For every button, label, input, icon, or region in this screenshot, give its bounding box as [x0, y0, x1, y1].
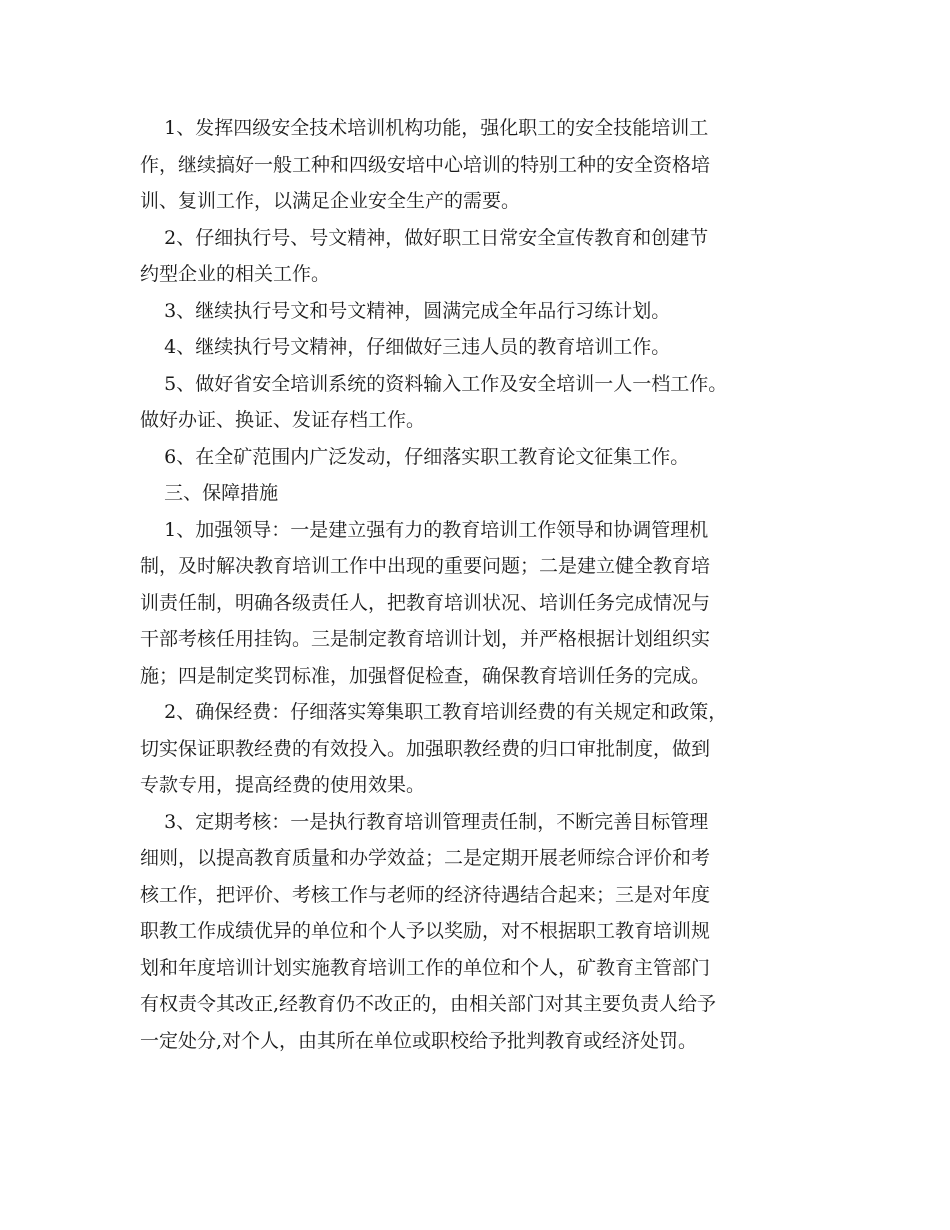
text-line: 3、定期考核：一是执行教育培训管理责任制，不断完善目标管理	[140, 810, 709, 833]
text-line: 训、复训工作，以满足企业安全生产的需要。	[140, 190, 521, 212]
text-line: 划和年度培训计划实施教育培训工作的单位和个人，矿教育主管部门	[140, 956, 711, 979]
text-line: 施；四是制定奖罚标准，加强督促检查，确保教育培训任务的完成。	[140, 664, 711, 687]
text-line: 训责任制，明确各级责任人，把教育培训状况、培训任务完成情况与	[140, 591, 711, 614]
text-line: 5、做好省安全培训系统的资料输入工作及安全培训一人一档工作。	[140, 372, 728, 395]
text-line: 制，及时解决教育培训工作中出现的重要问题；二是建立健全教育培	[140, 555, 711, 577]
text-line: 核工作，把评价、考核工作与老师的经济待遇结合起来；三是对年度	[140, 883, 711, 906]
text-line: 1、加强领导：一是建立强有力的教育培训工作领导和协调管理机	[140, 518, 709, 541]
text-line: 约型企业的相关工作。	[140, 263, 331, 285]
text-line: 做好办证、换证、发证存档工作。	[140, 409, 426, 431]
text-line: 2、确保经费：仔细落实筹集职工教育培训经费的有关规定和政策，	[140, 701, 728, 723]
text-line: 切实保证职教经费的有效投入。加强职教经费的归口审批制度，做到	[140, 737, 711, 760]
text-line: 3、继续执行号文和号文精神，圆满完成全年品行习练计划。	[140, 299, 671, 322]
text-line: 职教工作成绩优异的单位和个人予以奖励，对不根据职工教育培训规	[140, 920, 711, 942]
text-line: 1、发挥四级安全技术培训机构功能，强化职工的安全技能培训工	[140, 117, 709, 139]
text-line: 专款专用，提高经费的使用效果。	[140, 774, 426, 796]
text-line: 2、仔细执行号、号文精神，做好职工日常安全宣传教育和创建节	[140, 226, 709, 249]
text-line: 6、在全矿范围内广泛发动，仔细落实职工教育论文征集工作。	[140, 445, 690, 468]
document-body	[140, 110, 830, 1059]
text-line: 一定处分,对个人，由其所在单位或职校给予批判教育或经济处罚。	[140, 1029, 698, 1052]
section-heading: 三、保障措施	[140, 482, 279, 504]
text-line: 作，继续搞好一般工种和四级安培中心培训的特别工种的安全资格培	[140, 153, 711, 176]
text-line: 干部考核任用挂钩。三是制定教育培训计划，并严格根据计划组织实	[140, 628, 711, 650]
text-line: 有权责令其改正,经教育仍不改正的，由相关部门对其主要负责人给予	[140, 993, 717, 1015]
text-line: 细则，以提高教育质量和办学效益；二是定期开展老师综合评价和考	[140, 847, 711, 869]
text-line: 4、继续执行号文精神，仔细做好三违人员的教育培训工作。	[140, 336, 671, 358]
